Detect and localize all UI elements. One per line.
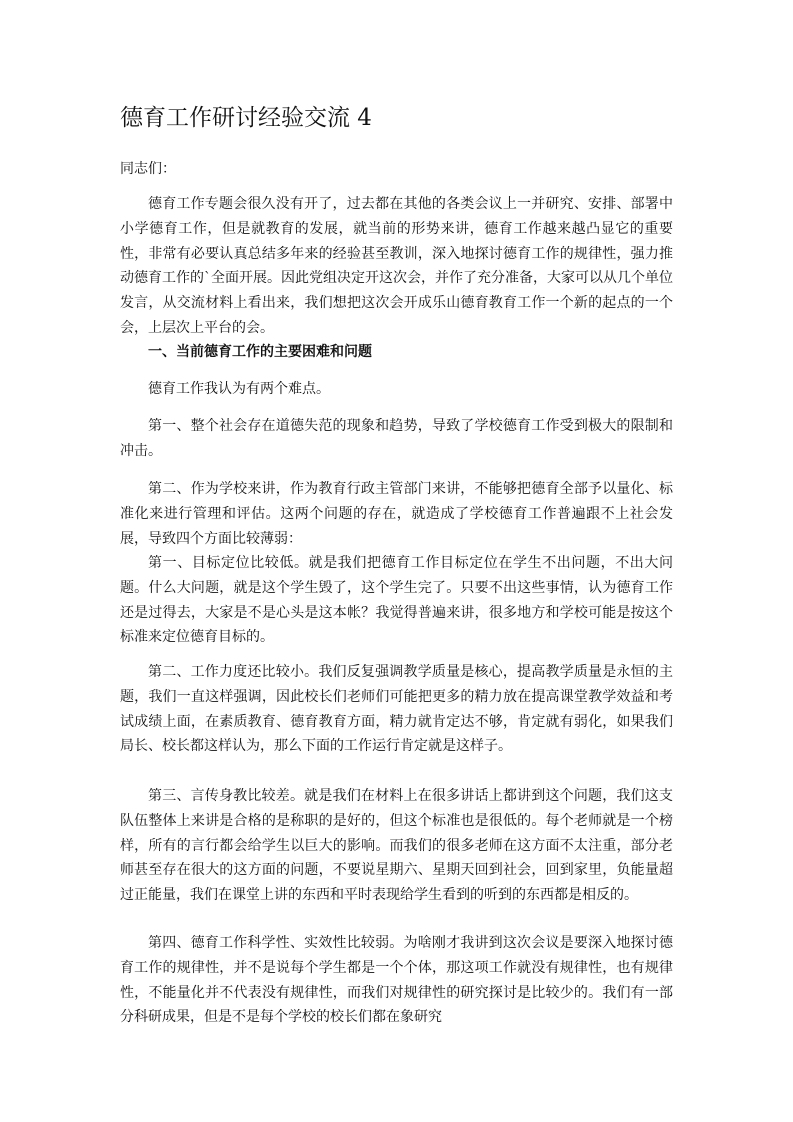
paragraph-difficulty-1: 第一、整个社会存在道德失范的现象和趋势，导致了学校德育工作受到极大的限制和冲击。 (120, 418, 673, 459)
section-heading: 一、当前德育工作的主要困难和问题 (148, 344, 372, 360)
paragraph-difficulty-2: 第二、作为学校来讲，作为教育行政主管部门来讲，不能够把德育全部予以量化、标准化来进行管理和评估。这两个问题的存在，就造成了学校德育工作普遍跟不上社会发展，导致四个方面比较薄弱： (120, 481, 673, 547)
greeting: 同志们： (120, 161, 176, 177)
paragraph-weakness-4: 第四、德育工作科学性、实效性比较弱。为啥刚才我讲到这次会议是要深入地探讨德育工作的规律性，并不是说每个学生都是一个个体，那这项工作就没有规律性，也有规律性，不能量化并不代表没有规律性，而我们对规律性的研究探讨是比较少的。我们有一部分科研成果，但是不是每个学校的校长们都在象研究 (120, 935, 673, 1026)
paragraph-difficulties: 德育工作我认为有两个难点。 (148, 381, 330, 397)
paragraph-intro: 德育工作专题会很久没有开了，过去都在其他的各类会议上一并研究、安排、部署中小学德育工作，但是就教育的发展，就当前的形势来讲，德育工作越来越凸显它的重要性，非常有必要认真总结多年来的经验甚至教训，深入地探讨德育工作的规律性，强力推动德育工作的`全面开展。因此党组决定开这次会，并作了充分准备，大家可以从几个单位发言，从交流材料上看出来，我们想把这次会开成乐山德育教育工作一个新的起点的一个会，上层次上平台的会。 (120, 196, 673, 336)
paragraph-weakness-3: 第三、言传身教比较差。就是我们在材料上在很多讲话上都讲到这个问题，我们这支队伍整体上来讲是合格的是称职的是好的，但这个标准也是很低的。每个老师就是一个榜样，所有的言行都会给学生以巨大的影响。而我们的很多老师在这方面不太注重，部分老师甚至存在很大的这方面的问题，不要说星期六、星期天回到社会，回到家里，负能量超过正能量，我们在课堂上讲的东西和平时表现给学生看到的听到的东西都是相反的。 (120, 788, 673, 904)
document-title: 德育工作研讨经验交流 4 (120, 105, 372, 131)
paragraph-weakness-2: 第二、工作力度还比较小。我们反复强调教学质量是核心，提高教学质量是永恒的主题，我们一直这样强调，因此校长们老师们可能把更多的精力放在提高课堂教学效益和考试成绩上面，在素质教育、德育教育方面，精力就肯定达不够，肯定就有弱化，如果我们局长、校长都这样认为，那么下面的工作运行肯定就是这样子。 (120, 664, 673, 755)
paragraph-weakness-1: 第一、目标定位比较低。就是我们把德育工作目标定位在学生不出问题，不出大问题。什么大问题，就是这个学生毁了，这个学生完了。只要不出这些事情，认为德育工作还是过得去，大家是不是心头是这本帐？我觉得普遍来讲，很多地方和学校可能是按这个标准来定位德育目标的。 (120, 555, 673, 646)
